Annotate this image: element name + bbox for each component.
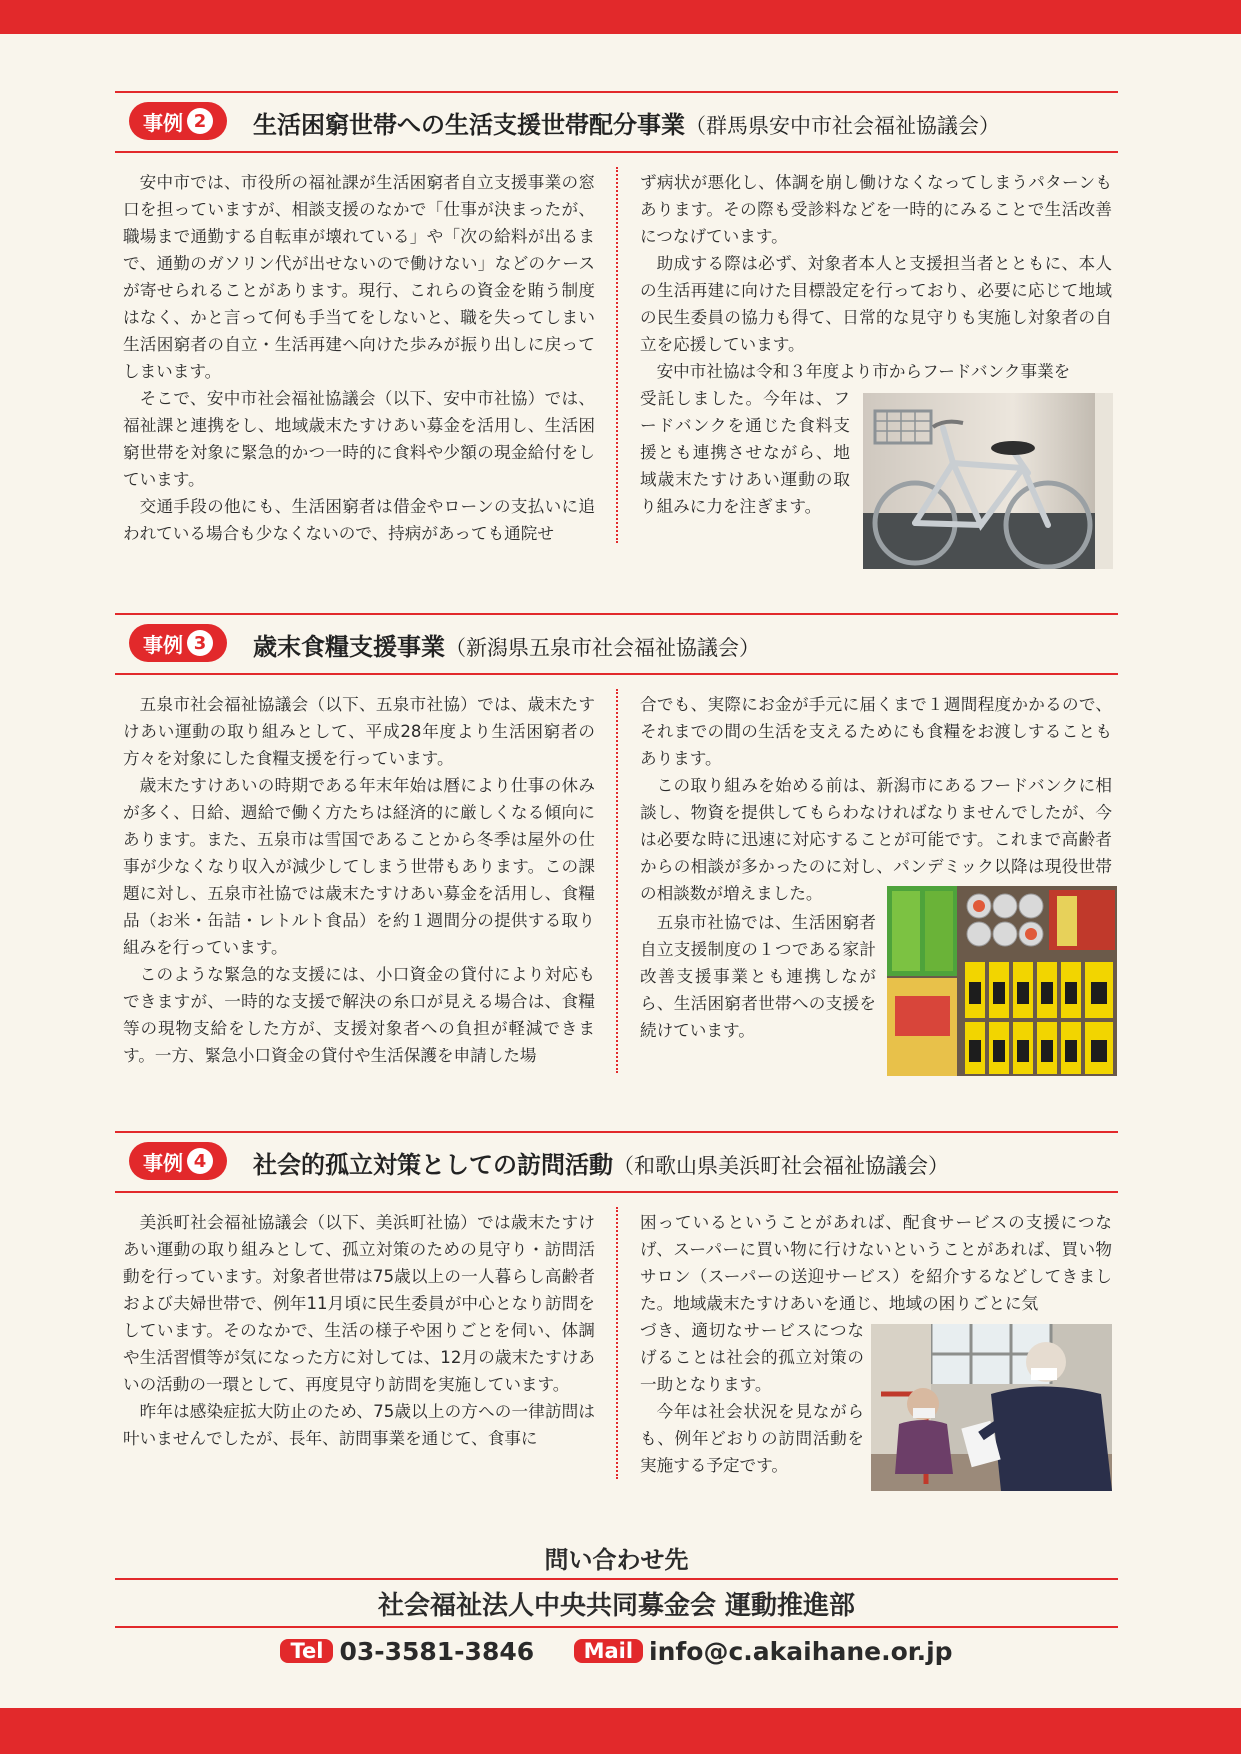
mail-tag: Mail — [574, 1639, 643, 1663]
case-right-column — [640, 691, 1112, 907]
email-link[interactable]: info@c.akaihane.or.jp — [649, 1637, 953, 1666]
case-wrap-text: 五泉市社協では、生活困窮者自立支援制度の１つである家計改善支援事業とも連携しながら、生活困窮者世帯への支援を続けています。 — [640, 913, 876, 1040]
case-number: 3 — [187, 630, 213, 656]
case-title: 社会的孤立対策としての訪問活動（和歌山県美浜町社会福祉協議会） — [253, 1151, 949, 1179]
bicycle-photo — [863, 393, 1113, 569]
case-org: （群馬県安中市社会福祉協議会） — [685, 114, 1000, 138]
contact-org: 社会福祉法人中央共同募金会 運動推進部 — [377, 1591, 856, 1621]
case-org: （新潟県五泉市社会福祉協議会） — [445, 636, 760, 660]
case-2 — [115, 91, 1118, 571]
case-title: 生活困窮世帯への生活支援世帯配分事業（群馬県安中市社会福祉協議会） — [253, 111, 1000, 139]
column-divider — [616, 689, 618, 1073]
paragraph: 昨年は感染症拡大防止のため、75歳以上の方への一律訪問は叶いませんでしたが、長年、訪問事業を通じて、食事に — [123, 1402, 595, 1448]
paragraph: 合でも、実際にお金が手元に届くまで１週間程度かかるので、それまでの間の生活を支えるためにも食糧をお渡しすることもあります。 — [640, 695, 1112, 768]
case-badge: 事例 2 — [129, 102, 227, 140]
paragraph: 助成する際は必ず、対象者本人と支援担当者とともに、本人の生活再建に向けた目標設定を行っており、必要に応じて地域の民生委員の協力も得て、日常的な見守りも実施し対象者の自立を応援しています。 — [640, 254, 1112, 354]
case-title: 歳末食糧支援事業（新潟県五泉市社会福祉協議会） — [253, 633, 760, 661]
case-header — [115, 91, 1118, 151]
paragraph: ず病状が悪化し、体調を崩し働けなくなってしまうパターンもあります。その際も受診料などを一時的にみることで生活改善につなげています。 — [640, 173, 1112, 246]
case-4 — [115, 1131, 1118, 1491]
paragraph: 歳末たすけあいの時期である年末年始は暦により仕事の休みが多く、日給、週給で働く方たちは経済的に厳しくなる傾向にあります。また、五泉市は雪国であることから冬季は屋外の仕事が少なくなり収入が減少してしまう世帯もあります。この課題に対し、五泉市社協では歳末たすけあい募金を活用し、食糧品（お米・缶詰・レトルト食品）を約１週間分の提供する取り組みを行っています。 — [123, 776, 595, 957]
contact-label: 問い合わせ先 — [544, 1546, 689, 1574]
paragraph: このような緊急的な支援には、小口資金の貸付により対応もできますが、一時的な支援で解決の糸口が見える場合は、食糧等の現物支給をした方が、支援対象者への負担が軽減できます。一方、緊急小口資金の貸付や生活保護を申請した場 — [123, 965, 595, 1065]
phone-number[interactable]: 03-3581-3846 — [339, 1637, 535, 1666]
paragraph: 困っているということがあれば、配食サービスの支援につなげ、スーパーに買い物に行けないということがあれば、買い物サロン（スーパーの送迎サービス）を紹介するなどしてきました。地域歳末たすけあいを通じ、地域の困りごとに気 — [640, 1213, 1112, 1313]
case-wrap-text: 受託しました。今年は、フードバンクを通じた食料支援とも連携させながら、地域歳末たすけあい運動の取り組みに力を注ぎます。 — [640, 389, 850, 516]
case-left-column — [123, 169, 595, 547]
case-left-column — [123, 691, 595, 1069]
paragraph: 交通手段の他にも、生活困窮者は借金やローンの支払いに追われている場合も少なくないので、持病があっても通院せ — [123, 497, 595, 543]
case-number: 4 — [187, 1148, 213, 1174]
column-divider — [616, 167, 618, 543]
rule — [115, 1578, 1118, 1580]
case-org: （和歌山県美浜町社会福祉協議会） — [613, 1154, 949, 1178]
case-badge: 事例 3 — [129, 624, 227, 662]
paragraph: 五泉市社会福祉協議会（以下、五泉市社協）では、歳末たすけあい運動の取り組みとして、平成28年度より生活困窮者の方々を対象にした食糧支援を行っています。 — [123, 695, 595, 768]
paragraph: 安中市社協は令和３年度より市からフードバンク事業を — [656, 362, 1071, 381]
paragraph: 美浜町社会福祉協議会（以下、美浜町社協）では歳末たすけあい運動の取り組みとして、孤立対策のための見守り・訪問活動を行っています。対象者世帯は75歳以上の一人暮らし高齢者および夫婦世帯で、例年11月頃に民生委員が中心となり訪問をしています。そのなかで、生活の様子や困りごとを伺い、体調や生活習慣等が気になった方に対しては、12月の歳末たすけあいの活動の一環として、再度見守り訪問を実施しています。 — [123, 1213, 595, 1394]
rule — [115, 1626, 1118, 1628]
paragraph: そこで、安中市社会福祉協議会（以下、安中市社協）では、福祉課と連携をし、地域歳末たすけあい募金を活用し、生活困窮世帯を対象に緊急的かつ一時的に食料や少額の現金給付をしています。 — [123, 389, 595, 489]
case-left-column — [123, 1209, 595, 1452]
column-divider — [616, 1207, 618, 1479]
visit-photo — [871, 1324, 1112, 1491]
case-header — [115, 1131, 1118, 1191]
top-band — [0, 0, 1241, 34]
case-3 — [115, 613, 1118, 1078]
rule-bottom — [115, 1191, 1118, 1193]
paragraph: この取り組みを始める前は、新潟市にあるフードバンクに相談し、物資を提供してもらわなければなりませんでしたが、今は必要な時に迅速に対応することが可能です。これまで高齢者からの相談が多かったのに対し、パンデミック以降は現役世帯の相談数が増えました。 — [640, 776, 1112, 903]
case-badge: 事例 4 — [129, 1142, 227, 1180]
tel-tag: Tel — [280, 1639, 333, 1663]
case-right-column — [640, 1209, 1112, 1317]
case-header — [115, 613, 1118, 673]
rule-bottom — [115, 151, 1118, 153]
bottom-band — [0, 1708, 1241, 1754]
case-wrap-text: づき、適切なサービスにつなげることは社会的孤立対策の一助となります。 今年は社会状況を見ながらも、例年どおりの訪問活動を実施する予定です。 — [640, 1321, 864, 1475]
paragraph: 安中市では、市役所の福祉課が生活困窮者自立支援事業の窓口を担っていますが、相談支援のなかで「仕事が決まったが、職場まで通勤する自転車が壊れている」や「次の給料が出るまで、通勤のガソリン代が出せないので働けない」などのケースが寄せられることがあります。現行、これらの資金を賄う制度はなく、かと言って何も手当てをしないと、職を失ってしまい生活困窮者の自立・生活再建へ向けた歩みが振り出しに戻ってしまいます。 — [123, 173, 595, 381]
case-number: 2 — [187, 108, 213, 134]
contact-section — [115, 1540, 1118, 1680]
contact-line — [115, 1637, 1118, 1666]
case-right-column — [640, 169, 1112, 385]
food-supplies-photo — [887, 886, 1117, 1076]
rule-bottom — [115, 673, 1118, 675]
